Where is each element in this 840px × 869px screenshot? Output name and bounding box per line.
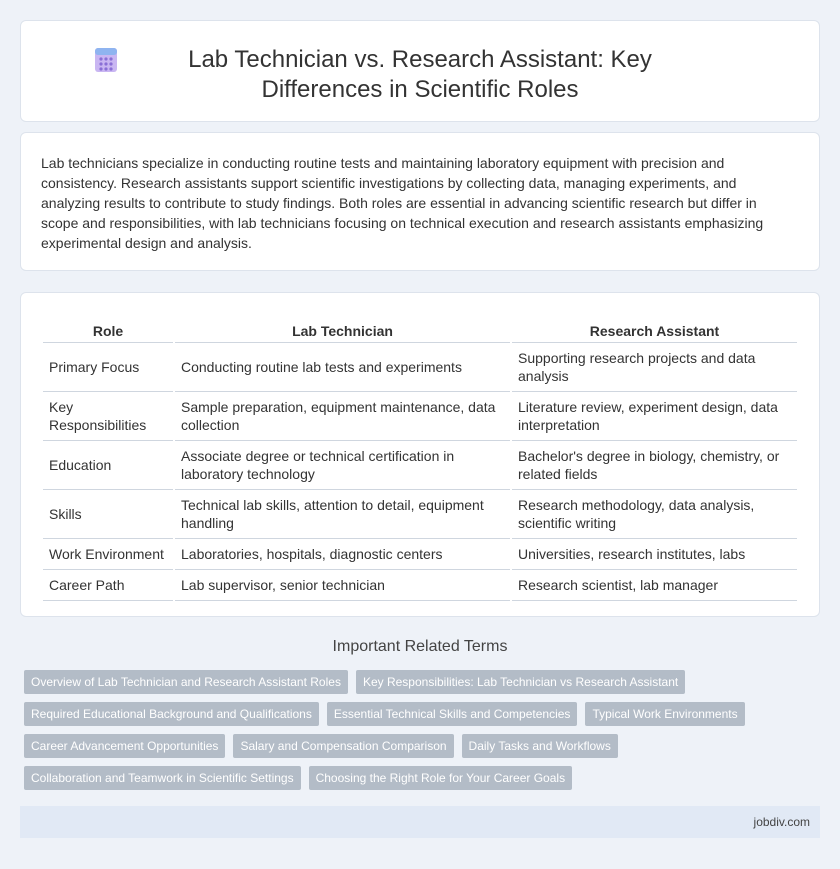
related-tag[interactable]: Salary and Compensation Comparison — [233, 734, 453, 758]
related-tag[interactable]: Essential Technical Skills and Competencies — [327, 702, 578, 726]
row-label: Primary Focus — [43, 343, 173, 392]
row-label: Key Responsibilities — [43, 392, 173, 441]
table-row — [43, 490, 797, 539]
related-terms-title: Important Related Terms — [332, 638, 508, 655]
table-row — [43, 539, 797, 570]
lab-technician-cell: Sample preparation, equipment maintenance, data collection — [175, 392, 510, 441]
row-label: Skills — [43, 490, 173, 539]
table-row — [43, 441, 797, 490]
header-card — [20, 20, 820, 122]
related-tag[interactable]: Choosing the Right Role for Your Career Goals — [309, 766, 572, 790]
table-header-row — [43, 313, 797, 343]
comparison-table-card — [20, 292, 820, 617]
research-assistant-cell: Research scientist, lab manager — [512, 570, 797, 601]
row-label: Education — [43, 441, 173, 490]
research-assistant-cell: Bachelor's degree in biology, chemistry, or related fields — [512, 441, 797, 490]
lab-technician-cell: Conducting routine lab tests and experiments — [175, 343, 510, 392]
footer-site-link[interactable]: jobdiv.com — [753, 815, 810, 829]
header-role: Role — [43, 313, 173, 343]
row-label: Work Environment — [43, 539, 173, 570]
research-assistant-cell: Universities, research institutes, labs — [512, 539, 797, 570]
related-tag[interactable]: Required Educational Background and Qualifications — [24, 702, 319, 726]
related-terms-tags — [24, 670, 804, 798]
research-assistant-cell: Research methodology, data analysis, scientific writing — [512, 490, 797, 539]
row-label: Career Path — [43, 570, 173, 601]
lab-technician-cell: Laboratories, hospitals, diagnostic centers — [175, 539, 510, 570]
related-tag[interactable]: Typical Work Environments — [585, 702, 744, 726]
lab-technician-cell: Lab supervisor, senior technician — [175, 570, 510, 601]
table-row — [43, 343, 797, 392]
page-title: Lab Technician vs. Research Assistant: Key Differences in Scientific Roles — [188, 46, 652, 103]
research-assistant-cell: Literature review, experiment design, data interpretation — [512, 392, 797, 441]
related-tag[interactable]: Collaboration and Teamwork in Scientific Settings — [24, 766, 301, 790]
related-tag[interactable]: Overview of Lab Technician and Research Assistant Roles — [24, 670, 348, 694]
footer — [20, 806, 820, 838]
research-assistant-cell: Supporting research projects and data analysis — [512, 343, 797, 392]
lab-technician-cell: Associate degree or technical certification in laboratory technology — [175, 441, 510, 490]
related-tag[interactable]: Key Responsibilities: Lab Technician vs Research Assistant — [356, 670, 685, 694]
intro-card — [20, 132, 820, 271]
header-research-assistant: Research Assistant — [512, 313, 797, 343]
table-row — [43, 570, 797, 601]
comparison-table — [41, 313, 799, 601]
header-lab-technician: Lab Technician — [175, 313, 510, 343]
related-tag[interactable]: Daily Tasks and Workflows — [462, 734, 618, 758]
intro-paragraph: Lab technicians specialize in conducting routine tests and maintaining laboratory equipment with precision and consistency. Research assistants support scientific investigations by collecting data, managing experiments, and analyzing results to contribute to study findings. Both roles are essential in advancing scientific research but differ in scope and responsibilities, with lab technicians focusing on technical execution and research assistants emphasizing experimental design and analysis. — [41, 155, 764, 251]
table-row — [43, 392, 797, 441]
related-tag[interactable]: Career Advancement Opportunities — [24, 734, 225, 758]
lab-technician-cell: Technical lab skills, attention to detail, equipment handling — [175, 490, 510, 539]
